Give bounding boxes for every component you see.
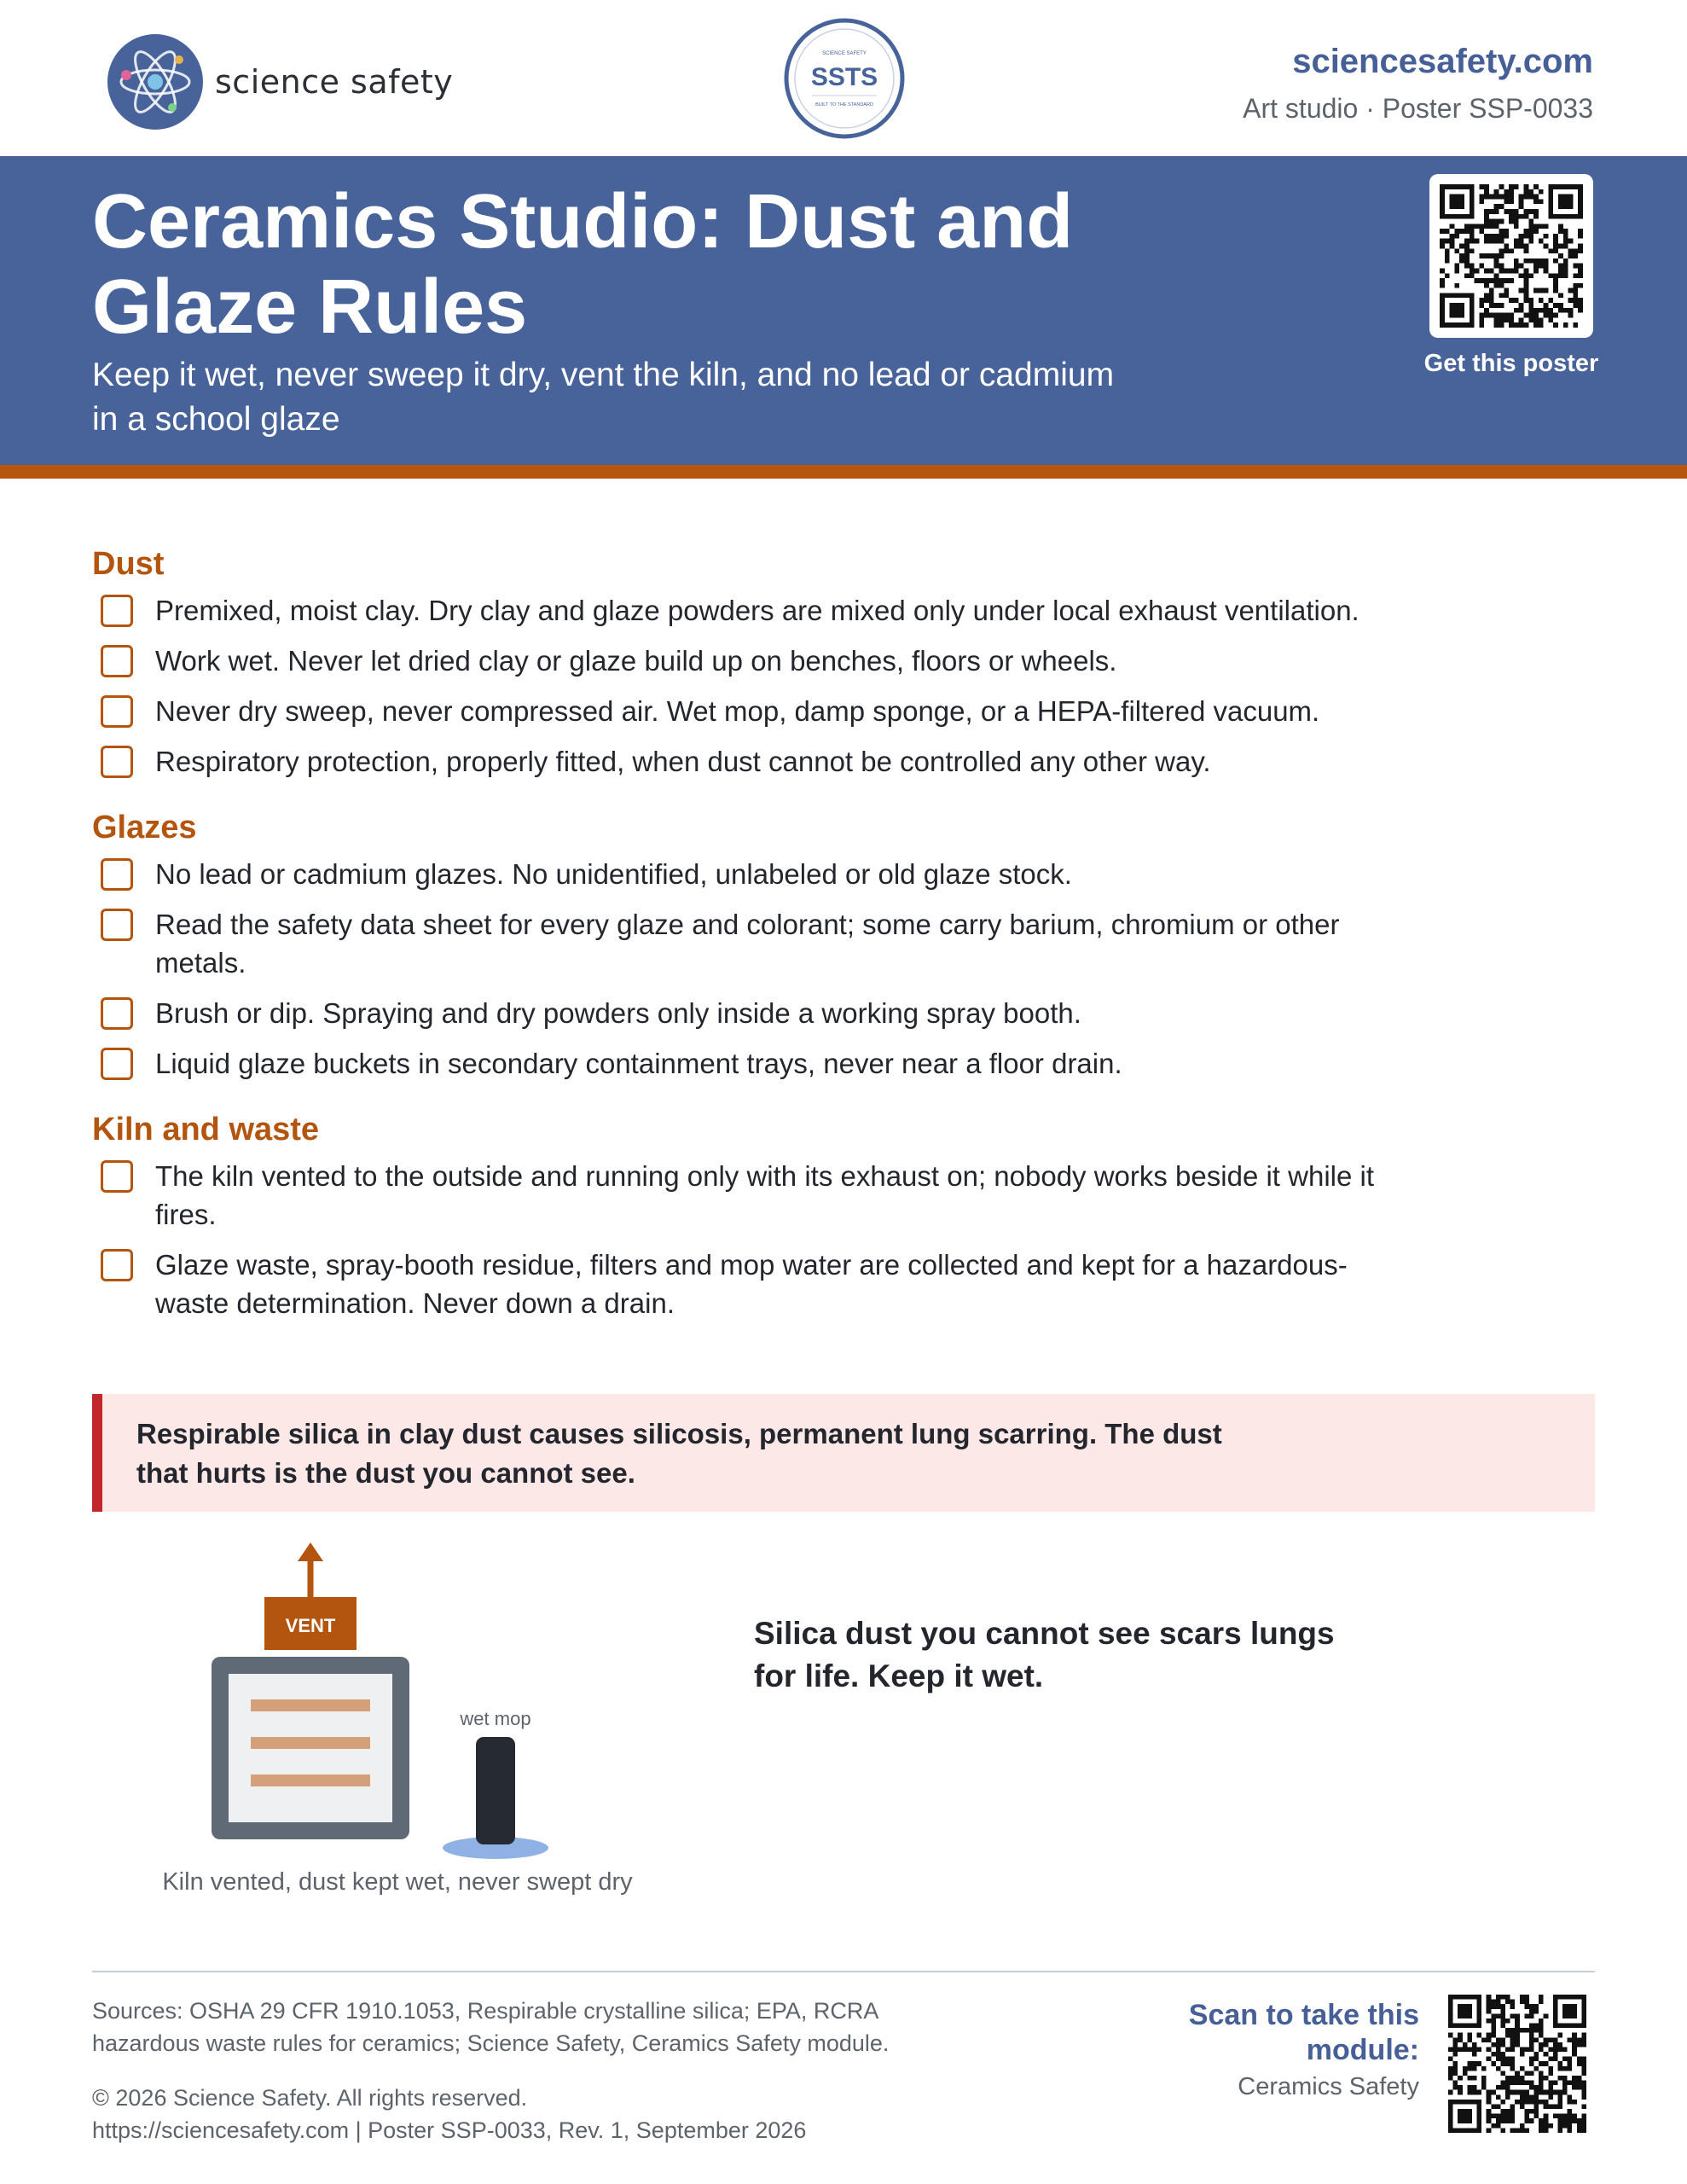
list-item [92, 905, 1457, 982]
item-text: The kiln vented to the outside and running only with its exhaust on; nobody works beside it while it fires. [155, 1160, 1375, 1230]
list-item [92, 742, 1457, 781]
list-item [92, 642, 1457, 680]
brand-name: science safety [215, 63, 454, 101]
ssts-seal-icon [783, 17, 906, 140]
copyright-text: © 2026 Science Safety. All rights reserved. [92, 2085, 528, 2111]
section-dust [92, 546, 1457, 781]
item-text: Respiratory protection, properly fitted, when dust cannot be controlled any other way. [155, 746, 1211, 777]
page-subtitle: Keep it wet, never sweep it dry, vent the kiln, and no lead or cadmium in a school glaze [92, 357, 1115, 438]
slogan: Silica dust you cannot see scars lungs for life. Keep it wet. [754, 1616, 1335, 1693]
vent-label: VENT [285, 1615, 336, 1636]
checkbox[interactable] [101, 746, 133, 778]
qr-code-icon [1448, 1995, 1586, 2133]
silica-warning-callout [92, 1394, 1595, 1512]
section-title: Glazes [92, 810, 197, 845]
illustration-caption: Kiln vented, dust kept wet, never swept dry [162, 1868, 633, 1896]
rules-checklist [92, 546, 1457, 1351]
scan-module-block [1163, 1998, 1419, 2101]
sources-text: Sources: OSHA 29 CFR 1910.1053, Respirable crystalline silica; EPA, RCRA hazardous waste rules for ceramics; Science Safety, Ceramics Safety module. [92, 1998, 890, 2056]
checkbox[interactable] [101, 645, 133, 677]
section-kiln-and-waste [92, 1112, 1457, 1322]
seal-bottom-text: BUILT TO THE STANDARD [815, 102, 873, 107]
checkbox[interactable] [101, 858, 133, 891]
footer-divider [92, 1971, 1595, 1972]
checkbox[interactable] [101, 909, 133, 941]
list-item [92, 692, 1457, 730]
list-item [92, 994, 1457, 1032]
qr-label: Get this poster [1423, 350, 1599, 377]
item-text: Never dry sweep, never compressed air. Wet mop, damp sponge, or a HEPA-filtered vacuum. [155, 695, 1320, 727]
module-qr-code[interactable] [1448, 1995, 1586, 2133]
item-text: Premixed, moist clay. Dry clay and glaze powders are mixed only under local exhaust ventilation. [155, 595, 1359, 626]
checkbox[interactable] [101, 695, 133, 728]
checkbox[interactable] [101, 595, 133, 627]
scan-module-name: Ceramics Safety [1238, 2073, 1419, 2100]
seal-abbr: SSTS [810, 63, 878, 91]
list-item [92, 591, 1457, 630]
wet-mop-icon [443, 1737, 548, 1859]
item-text: Read the safety data sheet for every glaze and colorant; some carry barium, chromium or other metals. [155, 909, 1340, 979]
item-text: Brush or dip. Spraying and dry powders only inside a working spray booth. [155, 997, 1081, 1029]
section-title: Kiln and waste [92, 1112, 320, 1147]
atom-logo-icon [107, 34, 203, 130]
mop-label: wet mop [460, 1708, 531, 1729]
revision-text: https://sciencesafety.com | Poster SSP-0033, Rev. 1, September 2026 [92, 2117, 807, 2143]
poster-id: Art studio · Poster SSP-0033 [1243, 93, 1593, 124]
checkbox[interactable] [101, 997, 133, 1030]
copyright-block [92, 2082, 1030, 2146]
kiln-and-mop-illustration [154, 1542, 665, 1884]
poster-qr-code[interactable] [1429, 174, 1593, 338]
item-text: Work wet. Never let dried clay or glaze build up on benches, floors or wheels. [155, 645, 1117, 677]
checkbox[interactable] [101, 1249, 133, 1281]
scan-title: Scan to take this module: [1188, 1999, 1419, 2066]
qr-code-icon [1440, 184, 1583, 328]
list-item [92, 1246, 1457, 1322]
top-bar [0, 0, 1687, 156]
site-block [1243, 43, 1593, 125]
site-url-link[interactable]: sciencesafety.com [1292, 43, 1593, 80]
item-text: Liquid glaze buckets in secondary containment trays, never near a floor drain. [155, 1048, 1122, 1079]
kiln-icon [212, 1657, 409, 1839]
brand[interactable] [107, 34, 453, 130]
list-item [92, 1157, 1457, 1234]
section-title: Dust [92, 546, 165, 582]
warning-text: Respirable silica in clay dust causes silicosis, permanent lung scarring. The dust that hurts is the dust you cannot see. [136, 1418, 1222, 1489]
checkbox[interactable] [101, 1048, 133, 1080]
section-glazes [92, 810, 1457, 1083]
banner-stripe [0, 465, 1687, 479]
checkbox[interactable] [101, 1160, 133, 1193]
list-item [92, 855, 1457, 893]
page-title: Ceramics Studio: Dust and Glaze Rules [92, 179, 1074, 350]
item-text: Glaze waste, spray-booth residue, filters and mop water are collected and kept for a hazardous-waste determination. Never down a drain. [155, 1249, 1348, 1319]
item-text: No lead or cadmium glazes. No unidentified, unlabeled or old glaze stock. [155, 858, 1072, 890]
list-item [92, 1044, 1457, 1083]
seal-top-text: SCIENCE SAFETY [822, 51, 867, 56]
vent-arrow-icon [298, 1542, 323, 1597]
